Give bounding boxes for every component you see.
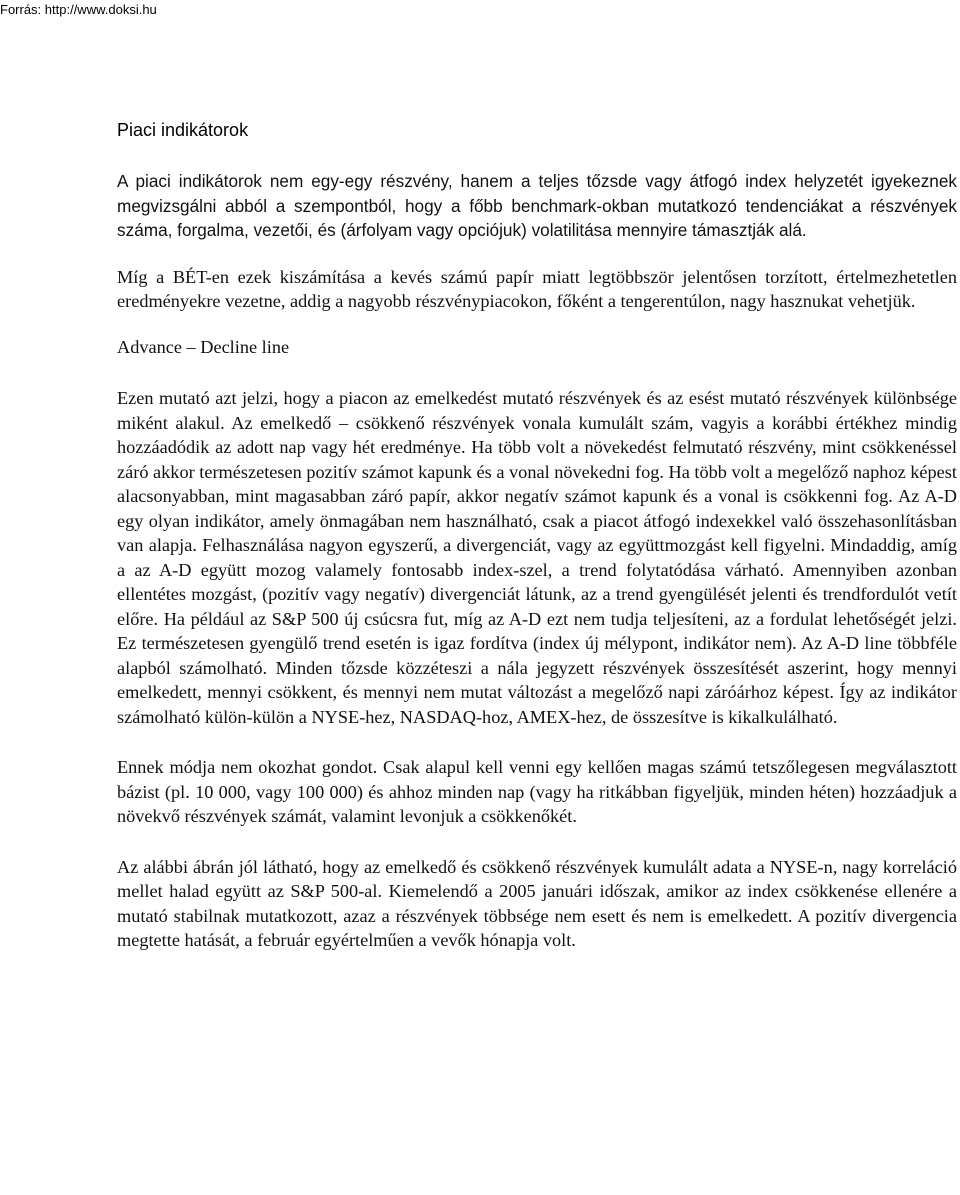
bet-paragraph: Míg a BÉT-en ezek kiszámítása a kevés számú papír miatt legtöbbször jelentősen torzított, értelmezhetetlen eredményekre vezetne, addig a nagyobb részvénypiacokon, főként a tengerentúlon, nagy hasznukat vehetjük. — [117, 266, 957, 311]
advance-decline-paragraph: Ezen mutató azt jelzi, hogy a piacon az emelkedést mutató részvények és az esést mutató részvények különbsége miként alakul. Az emelkedő – csökkenő részvények vonala kumulált szám, vagyis a korábbi értékhez mindig hozzáadódik az adott nap vagy hét eredménye. Ha több volt a növekedést felmutató részvény, mint csökkenéssel záró akkor természetesen pozitív számot kapunk és a vonal növekedni fog. Ha több volt a megelőző naphoz képest alacsonyabban, mint magasabban záró papír, akkor negatív számot kapunk és a vonal is csökkenni fog. Az A-D egy olyan indikátor, amely önmagában nem használható, csak a piacot átfogó indexekkel való összehasonlításban van alapja. Felhasználása nagyon egyszerű, a divergenciát, vagy az együttmozgást kell figyelni. Mindaddig, amíg a az A-D együtt mozog valamely fontosabb index-szel, a trend folytatódása várható. Amennyiben azonban ellentétes mozgást, (pozitív vagy negatív) divergenciát látunk, az a trend gyengülését jelenti és trendfordulót vetít előre. Ha például az S&P 500 új csúcsra fut, míg az A-D ezt nem tudja teljesíteni, az a fordulat lehetőségét jelzi. Ez természetesen gyengülő trend esetén is igaz fordítva (index új mélypont, indikátor nem). Az A-D line többféle alapból számolható. Minden tőzsde közzéteszi a nála jegyzett részvények összesítését aszerint, hogy mennyi emelkedett, mennyi csökkent, és mennyi nem mutat változást a megelőző napi záróárhoz képest. Így az indikátor számolható külön-külön a NYSE-hez, NASDAQ-hoz, AMEX-hez, de összesítve is kikalkulálható. — [117, 388, 957, 727]
document-page — [117, 115, 957, 953]
calculation-paragraph: Ennek módja nem okozhat gondot. Csak alapul kell venni egy kellően magas számú tetszőlegesen megválasztott bázist (pl. 10 000, vagy 100 000) és ahhoz minden nap (vagy ha ritkábban figyeljük, minden héten) hozzáadjuk a növekvő részvények számát, valamint levonjuk a csökkenőkét. — [117, 757, 957, 826]
intro-paragraph: A piaci indikátorok nem egy-egy részvény, hanem a teljes tőzsde vagy átfogó index helyzetét igyekeznek megvizsgálni abból a szempontból, hogy a főbb benchmark-okban mutatkozó tendenciákat a részvények száma, forgalma, vezetői, és (árfolyam vagy opciójuk) volatilitása mennyire támasztják alá. — [117, 171, 957, 240]
section-heading: Advance – Decline line — [117, 336, 290, 357]
page-title: Piaci indikátorok — [117, 120, 249, 140]
source-url-label: Forrás: http://www.doksi.hu — [0, 2, 157, 17]
chart-intro-paragraph: Az alábbi ábrán jól látható, hogy az emelkedő és csökkenő részvények kumulált adata a NYSE-n, nagy korreláció mellet halad együtt az S&P 500-al. Kiemelendő a 2005 januári időszak, amikor az index csökkenése ellenére a mutató stabilnak mutatkozott, azaz a részvények többsége nem esett és nem is emelkedett. A pozitív divergencia megtette hatását, a február egyértelműen a vevők hónapja volt. — [117, 856, 957, 950]
